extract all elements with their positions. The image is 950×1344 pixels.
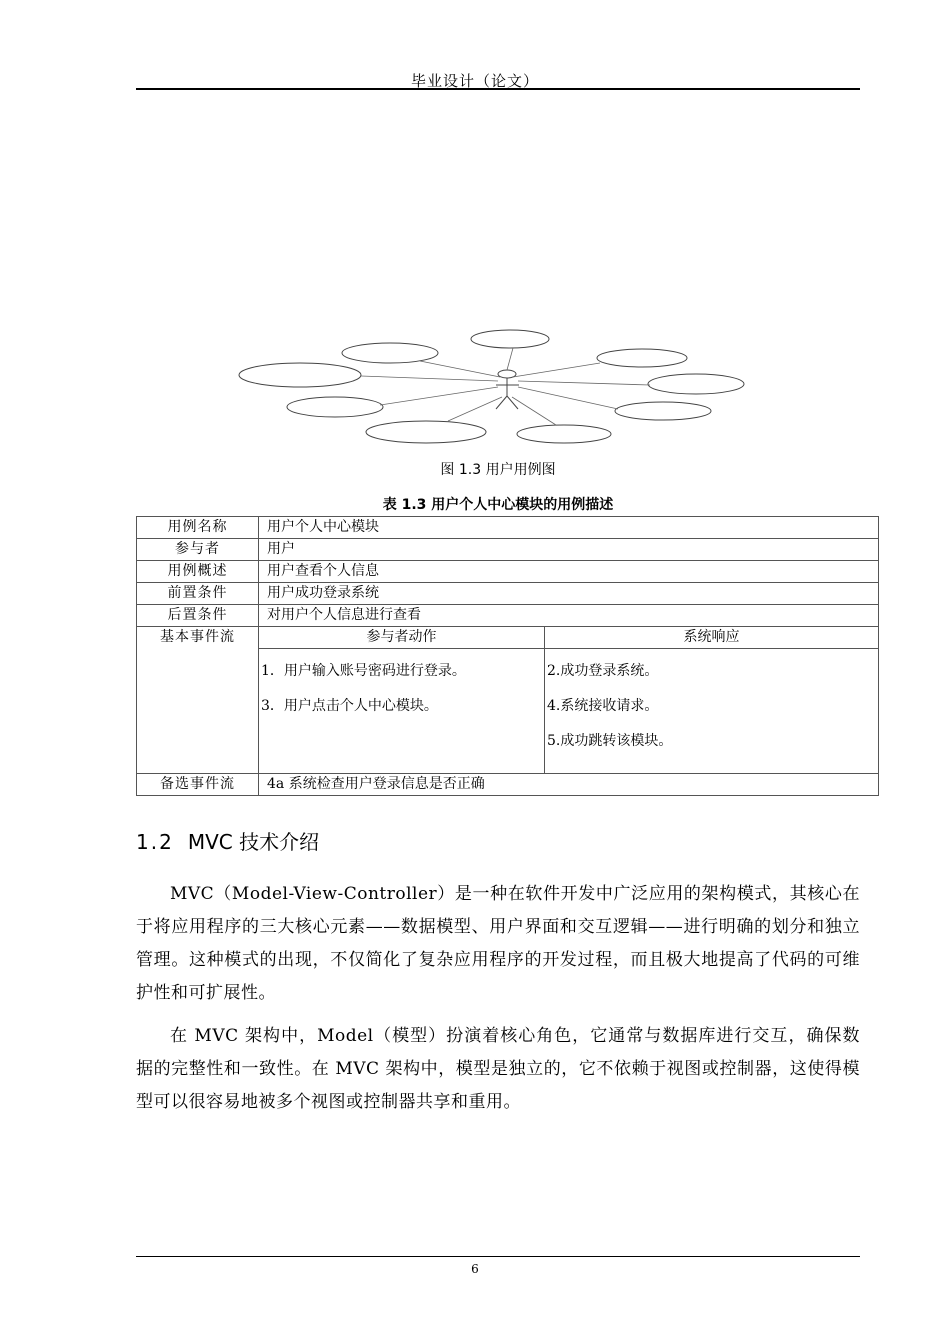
row-value: 对用户个人信息进行查看: [259, 605, 879, 627]
header-title: 毕业设计（论文）: [410, 72, 539, 90]
system-step: 5.成功跳转该模块。: [547, 733, 673, 749]
use-case-ellipse: [342, 343, 438, 363]
alt-flow-value: 4a 系统检查用户登录信息是否正确: [259, 774, 879, 796]
row-value: 用户: [259, 539, 879, 561]
table-row: [137, 583, 879, 605]
use-case-ellipse: [517, 425, 611, 443]
row-label: 参与者: [137, 539, 259, 561]
use-case-ellipse: [287, 397, 383, 417]
row-value: 用户成功登录系统: [259, 583, 879, 605]
use-case-ellipse: [366, 421, 486, 443]
footer-rule: [136, 1256, 860, 1257]
actor-step: 3．用户点击个人中心模块。: [261, 698, 438, 714]
figure-caption: 图 1.3 用户用例图: [440, 462, 556, 478]
system-steps-cell: [545, 649, 879, 774]
actor-steps-cell: [259, 649, 545, 774]
actor-header: 参与者动作: [259, 627, 545, 649]
alt-flow-label: 备选事件流: [137, 774, 259, 796]
row-value: 用户查看个人信息: [259, 561, 879, 583]
system-step: 2.成功登录系统。: [547, 663, 659, 679]
table-row: [137, 517, 879, 539]
use-case-diagram: [230, 325, 770, 450]
row-label: 前置条件: [137, 583, 259, 605]
use-case-ellipse: [597, 349, 687, 367]
table-row: [137, 627, 879, 649]
use-case-table: [136, 516, 879, 796]
row-label: 用例名称: [137, 517, 259, 539]
use-case-ellipse: [615, 402, 711, 420]
system-header: 系统响应: [545, 627, 879, 649]
table-caption: 表 1.3 用户个人中心模块的用例描述: [382, 497, 614, 513]
row-value: 用户个人中心模块: [259, 517, 879, 539]
table-row: [137, 539, 879, 561]
section-title: MVC 技术介绍: [187, 830, 320, 854]
table-row: [137, 605, 879, 627]
section-heading: [136, 826, 319, 855]
section-number: 1.2: [136, 830, 174, 854]
page-number: 6: [471, 1262, 479, 1276]
basic-flow-label: 基本事件流: [137, 627, 259, 774]
header-rule: [136, 88, 860, 90]
row-label: 用例概述: [137, 561, 259, 583]
actor-step: 1．用户输入账号密码进行登录。: [261, 663, 466, 679]
use-case-ellipse: [471, 330, 549, 348]
table-row: [137, 774, 879, 796]
row-label: 后置条件: [137, 605, 259, 627]
body-paragraph: 在 MVC 架构中，Model（模型）扮演着核心角色，它通常与数据库进行交互，确保数据的完整性和一致性。在 MVC 架构中，模型是独立的，它不依赖于视图或控制器，这使得模型可以很容易地被多个视图或控制器共享和重用。: [136, 1026, 860, 1112]
use-case-ellipse: [239, 363, 361, 387]
use-case-ellipse: [648, 374, 744, 394]
user-actor-icon: [496, 370, 519, 409]
body-paragraph: MVC（Model-View-Controller）是一种在软件开发中广泛应用的架构模式，其核心在于将应用程序的三大核心元素——数据模型、用户界面和交互逻辑——进行明确的划分和独立管理。这种模式的出现，不仅简化了复杂应用程序的开发过程，而且极大地提高了代码的可维护性和可扩展性。: [136, 884, 860, 1003]
table-row: [137, 561, 879, 583]
system-step: 4.系统接收请求。: [547, 698, 659, 714]
